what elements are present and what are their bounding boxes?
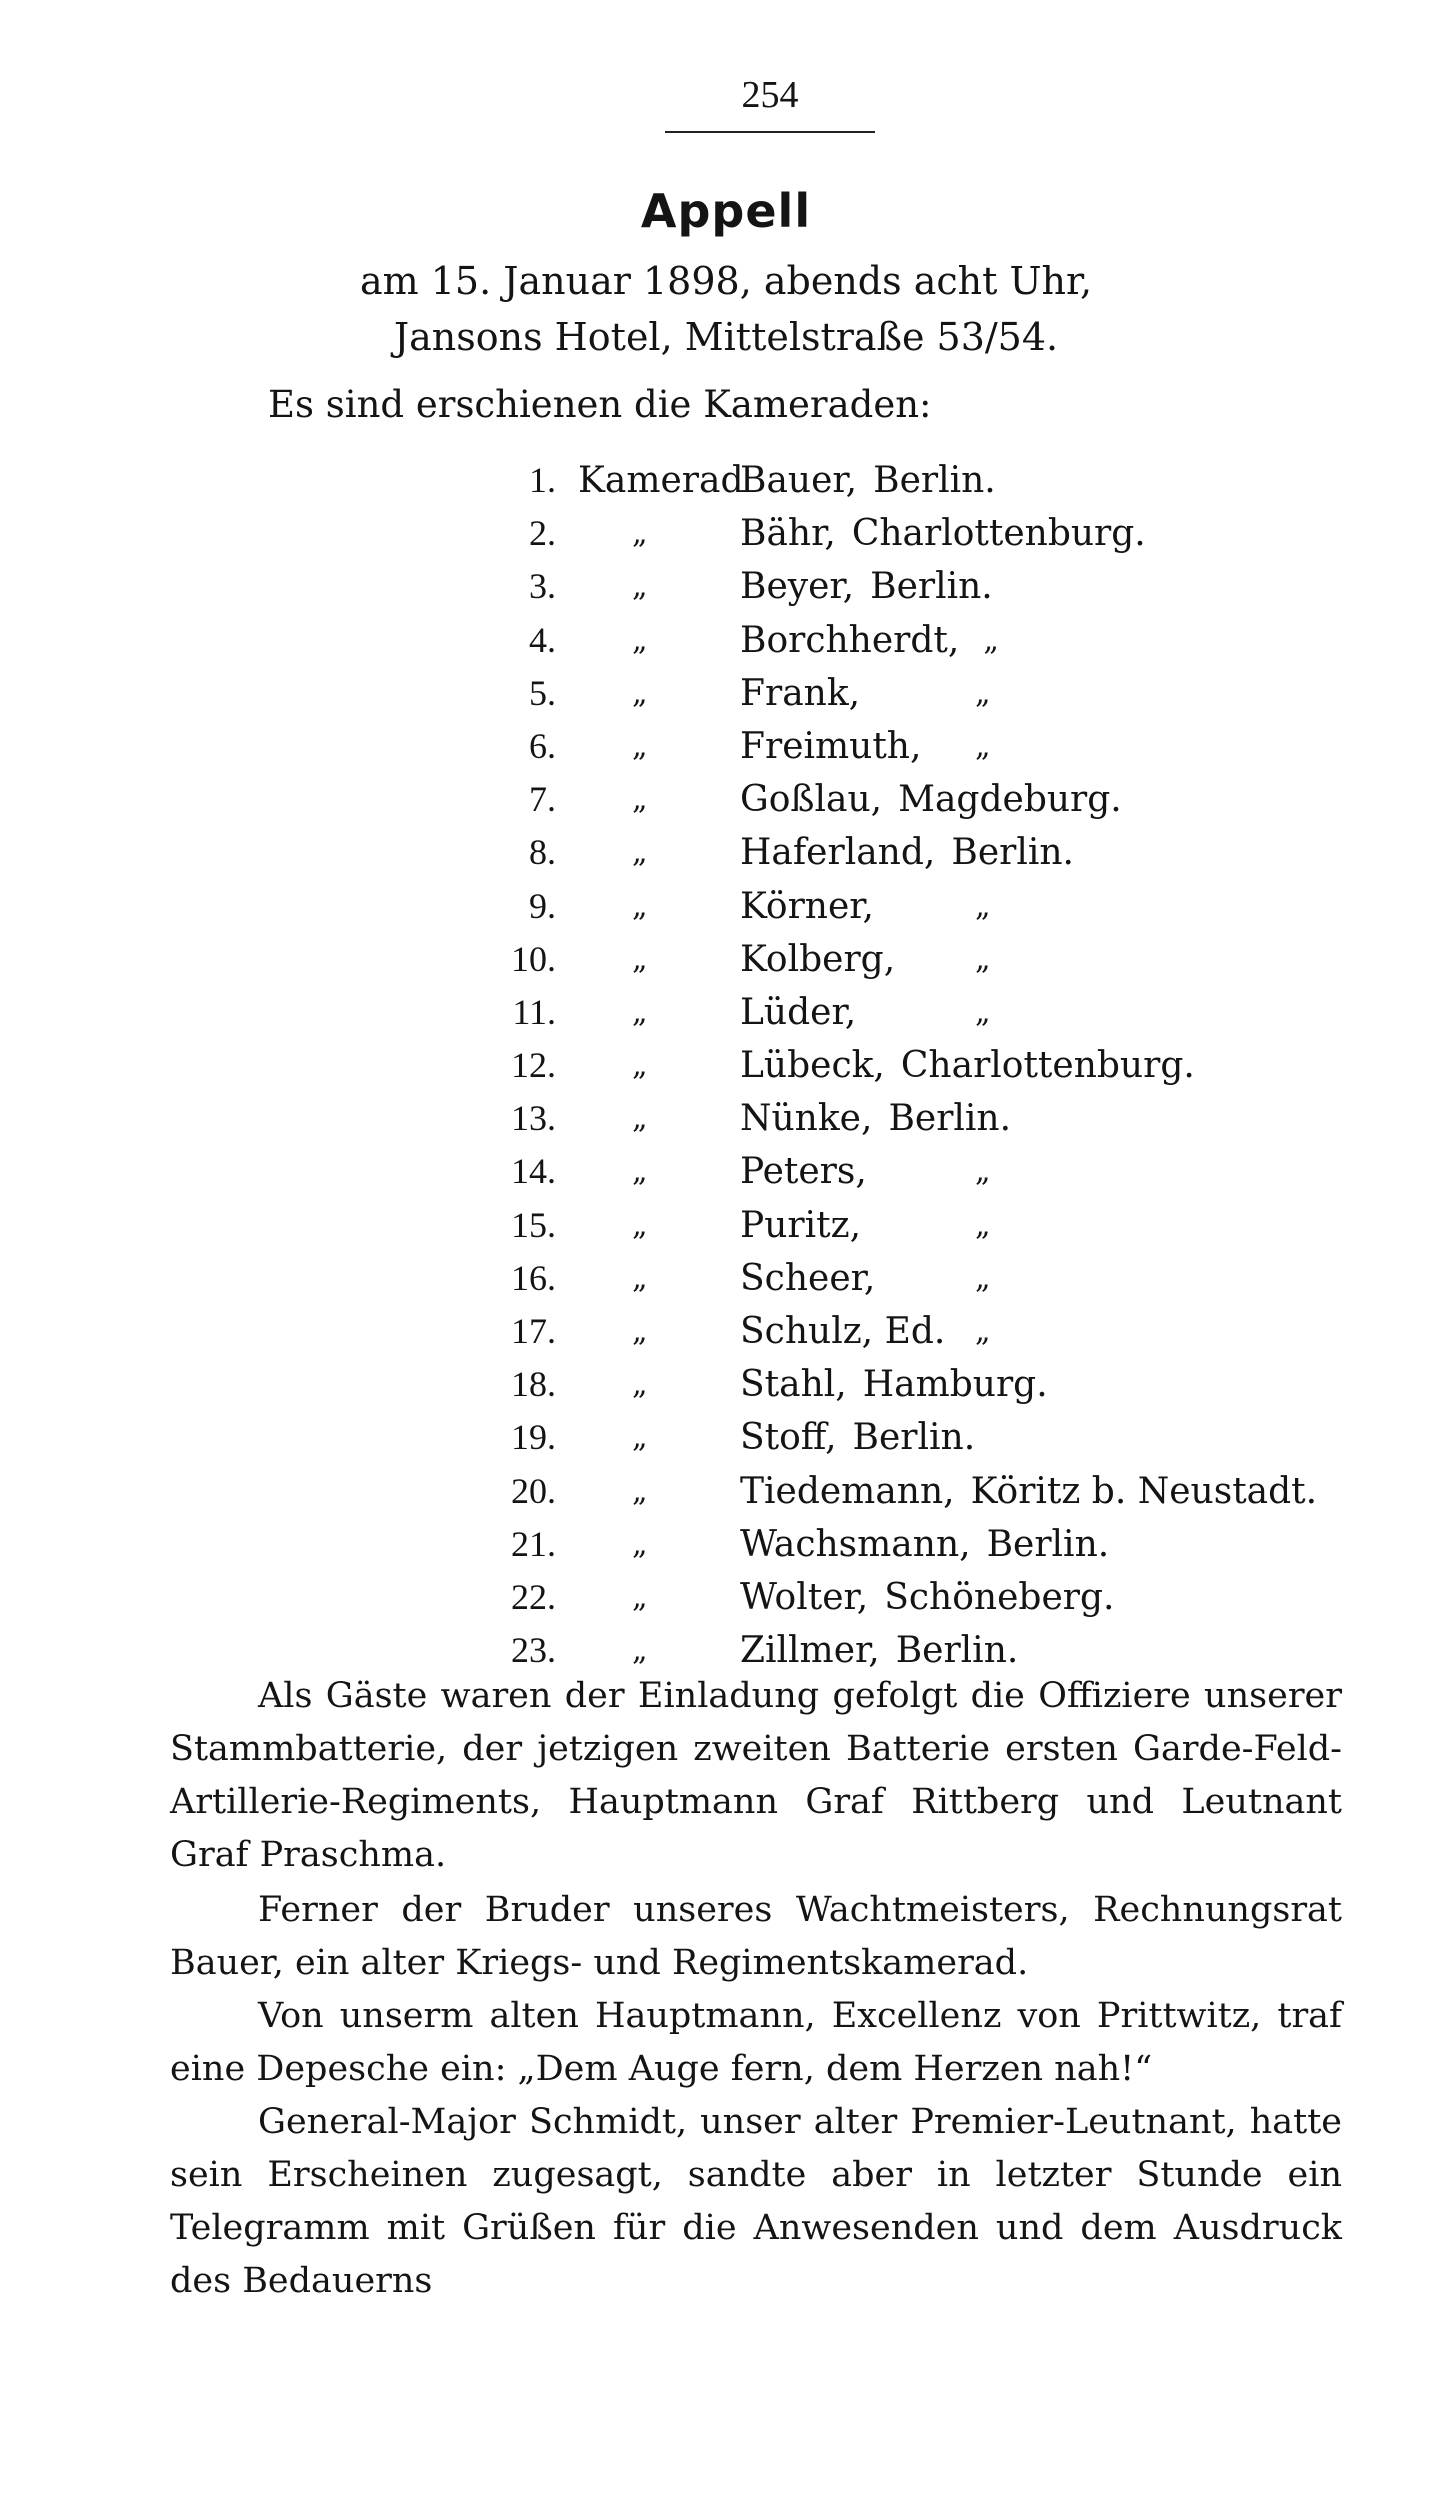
roster-location: Charlottenburg.	[851, 513, 1146, 555]
roster-number: 5.	[529, 672, 556, 713]
roster-list	[0, 454, 1452, 1677]
subtitle-date: am 15. Januar 1898, abends acht Uhr,	[359, 259, 1093, 303]
roster-ditto-mark: „	[632, 1260, 648, 1296]
roster-row	[0, 880, 1452, 933]
roster-ditto-mark: „	[632, 1473, 648, 1509]
roster-row	[0, 454, 1452, 507]
roster-ditto-mark: „	[632, 1314, 648, 1349]
roster-row	[0, 1199, 1452, 1252]
roster-location: „	[975, 675, 991, 711]
roster-name: Schulz, Ed.	[740, 1311, 946, 1352]
subtitle-venue: Jansons Hotel, Mittelstraße 53/54.	[393, 315, 1059, 359]
roster-row	[0, 1518, 1452, 1571]
roster-name: Freimuth,	[740, 725, 922, 767]
roster-row	[0, 720, 1452, 773]
paragraph-telegram-prittwitz: Von unserm alten Hauptmann, Excellenz von Prittwitz, traf eine Depesche ein: „Dem Auge fern, dem Herzen nah!“	[170, 1996, 1342, 2089]
roster-location: „	[975, 728, 991, 764]
roster-rank: Kamerad	[578, 460, 744, 501]
paragraph-guests: Als Gäste waren der Einladung gefolgt die Offiziere unserer Stammbatterie, der jetzigen zweiten Batterie ersten Garde-Feld-Artillerie-Regiments, Hauptmann Graf Rittberg und Leutnant Graf Praschma.	[170, 1676, 1342, 1875]
roster-row	[0, 1305, 1452, 1358]
paragraph-schmidt: General-Major Schmidt, unser alter Premier-Leutnant, hatte sein Erscheinen zugesagt, sandte aber in letzter Stunde ein Telegramm mit Grüßen für die Anwesenden und dem Ausdruck des Bedauerns	[170, 2102, 1342, 2301]
roster-name: Goßlau,	[740, 779, 883, 821]
roster-name: Frank,	[740, 672, 861, 714]
roster-number: 21.	[511, 1523, 556, 1564]
roster-location: Berlin.	[986, 1523, 1110, 1565]
roster-ditto-mark: „	[632, 994, 648, 1030]
roster-number: 2.	[529, 513, 556, 554]
roster-ditto-mark: „	[632, 1154, 648, 1190]
roster-name: Lüder,	[740, 991, 857, 1033]
roster-location: Berlin.	[888, 1098, 1012, 1140]
roster-name: Scheer,	[740, 1257, 876, 1299]
roster-number: 13.	[511, 1098, 556, 1139]
roster-location: Schöneberg.	[884, 1576, 1115, 1618]
roster-location: Berlin.	[873, 460, 996, 501]
roster-row	[0, 986, 1452, 1039]
roster-row	[0, 1571, 1452, 1624]
roster-location: „	[975, 1314, 991, 1349]
roster-number: 20.	[511, 1470, 556, 1511]
roster-number: 19.	[511, 1417, 556, 1458]
roster-name: Wachsmann,	[740, 1523, 971, 1565]
roster-row	[0, 507, 1452, 560]
roster-location: Köritz b. Neustadt.	[970, 1470, 1318, 1512]
roster-name: Nünke,	[740, 1098, 873, 1140]
roster-number: 14.	[511, 1151, 556, 1192]
roster-row	[0, 1465, 1452, 1518]
roster-ditto-mark: „	[632, 941, 648, 977]
roster-number: 11.	[512, 991, 556, 1032]
roster-number: 17.	[511, 1311, 556, 1351]
roster-ditto-mark: „	[632, 1101, 648, 1137]
roster-ditto-mark: „	[632, 728, 648, 764]
roster-location: Charlottenburg.	[900, 1045, 1195, 1087]
roster-location: „	[975, 1154, 991, 1190]
roster-ditto-mark: „	[632, 1420, 648, 1456]
roster-name: Wolter,	[740, 1576, 869, 1618]
roster-name: Lübeck,	[740, 1045, 885, 1087]
roster-row	[0, 1145, 1452, 1198]
roster-number: 1.	[529, 460, 556, 500]
roster-number: 7.	[529, 779, 556, 820]
roster-row	[0, 560, 1452, 613]
roster-name: Bauer,	[740, 460, 858, 501]
roster-number: 9.	[529, 885, 556, 926]
roster-name: Körner,	[740, 885, 874, 927]
roster-name: Peters,	[740, 1151, 867, 1193]
roster-name: Stoff,	[740, 1417, 837, 1459]
roster-number: 15.	[511, 1204, 556, 1245]
section-title: Appell	[640, 184, 812, 238]
roster-location: „	[975, 1260, 991, 1296]
roster-row	[0, 933, 1452, 986]
roster-row	[0, 1358, 1452, 1411]
roster-number: 10.	[511, 938, 556, 979]
roster-ditto-mark: „	[632, 1367, 648, 1403]
roster-location: „	[983, 622, 999, 658]
roster-intro: Es sind erschienen die Kameraden:	[268, 383, 932, 426]
roster-ditto-mark: „	[632, 675, 648, 711]
roster-ditto-mark: „	[632, 782, 648, 818]
roster-row	[0, 667, 1452, 720]
roster-location: Magdeburg.	[898, 779, 1122, 821]
roster-number: 22.	[511, 1576, 556, 1617]
roster-row	[0, 1252, 1452, 1305]
roster-row	[0, 614, 1452, 667]
roster-ditto-mark: „	[632, 516, 648, 552]
roster-ditto-mark: „	[632, 835, 648, 871]
roster-number: 18.	[511, 1364, 556, 1405]
roster-location: Berlin.	[895, 1630, 1019, 1672]
roster-row	[0, 1092, 1452, 1145]
roster-number: 6.	[529, 725, 556, 766]
roster-ditto-mark: „	[632, 622, 648, 658]
roster-number: 3.	[529, 566, 556, 607]
roster-location: Berlin.	[852, 1417, 976, 1459]
page-number: 254	[741, 74, 799, 116]
roster-number: 8.	[529, 832, 556, 873]
roster-name: Stahl,	[740, 1364, 847, 1406]
roster-ditto-mark: „	[632, 1207, 648, 1243]
roster-location: „	[975, 941, 991, 977]
roster-row	[0, 1039, 1452, 1092]
roster-ditto-mark: „	[632, 1048, 648, 1084]
roster-ditto-mark: „	[632, 888, 648, 924]
roster-location: Hamburg.	[862, 1364, 1048, 1406]
roster-location: „	[975, 994, 991, 1030]
roster-row	[0, 773, 1452, 826]
roster-ditto-mark: „	[632, 569, 648, 605]
roster-name: Beyer,	[740, 566, 855, 608]
roster-name: Zillmer,	[740, 1630, 880, 1672]
roster-ditto-mark: „	[632, 1633, 648, 1669]
roster-number: 12.	[511, 1045, 556, 1086]
roster-name: Puritz,	[740, 1204, 862, 1246]
roster-location: Berlin.	[951, 832, 1074, 874]
roster-ditto-mark: „	[632, 1526, 648, 1562]
roster-location: „	[975, 888, 991, 924]
roster-name: Bähr,	[740, 513, 836, 555]
roster-ditto-mark: „	[632, 1579, 648, 1615]
paragraph-brother: Ferner der Bruder unseres Wachtmeisters, Rechnungsrat Bauer, ein alter Kriegs- und Regimentskamerad.	[170, 1890, 1342, 1983]
roster-number: 4.	[529, 619, 556, 660]
roster-name: Kolberg,	[740, 938, 896, 980]
page-number-rule	[665, 131, 875, 133]
roster-name: Borchherdt,	[740, 619, 960, 661]
roster-location: Berlin.	[870, 566, 993, 608]
roster-number: 23.	[511, 1630, 556, 1671]
roster-name: Haferland,	[740, 832, 936, 874]
roster-name: Tiedemann,	[740, 1470, 955, 1512]
roster-location: „	[975, 1207, 991, 1243]
roster-number: 16.	[511, 1257, 556, 1298]
roster-row	[0, 826, 1452, 879]
roster-row	[0, 1411, 1452, 1464]
